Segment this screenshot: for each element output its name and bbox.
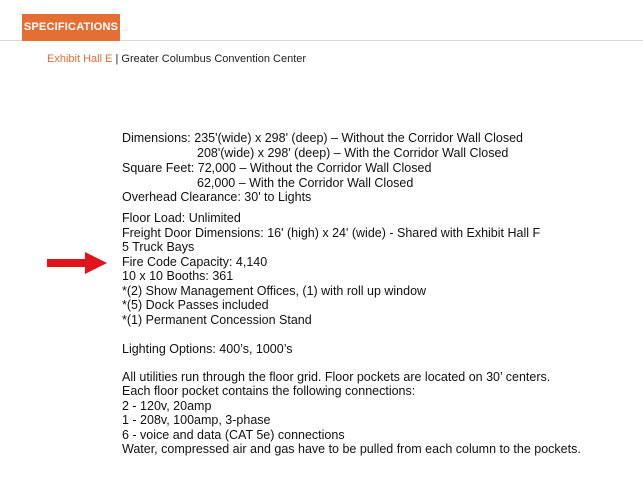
spec-dock-passes: *(5) Dock Passes included [122,298,269,312]
spec-concession-stand: *(1) Permanent Concession Stand [122,313,312,327]
spec-overhead-clearance: Overhead Clearance: 30' to Lights [122,190,312,204]
spec-connection-voice-data: 6 - voice and data (CAT 5e) connections [122,428,345,442]
red-arrow-icon [47,252,107,274]
spec-dimensions: Dimensions: 235'(wide) x 298' (deep) – Without the Corridor Wall Closed [122,131,524,145]
spec-fire-code-capacity: Fire Code Capacity: 4,140 [122,255,268,269]
specifications-tab[interactable]: SPECIFICATIONS [22,14,120,41]
hall-name: Exhibit Hall E [47,53,113,65]
spec-booths: 10 x 10 Booths: 361 [122,269,234,283]
spec-floor-load: Floor Load: Unlimited [122,211,241,225]
venue-name: Greater Columbus Convention Center [121,53,307,65]
spec-lighting-options: Lighting Options: 400’s, 1000’s [122,342,293,356]
page-subtitle [47,53,306,65]
spec-connection-208v: 1 - 208v, 100amp, 3-phase [122,413,271,427]
spec-floor-pocket-intro: Each floor pocket contains the following connections: [122,384,416,398]
spec-square-feet-closed: 62,000 – With the Corridor Wall Closed [197,176,414,190]
spec-square-feet: Square Feet: 72,000 – Without the Corridor Wall Closed [122,161,432,175]
spec-connection-120v: 2 - 120v, 20amp [122,399,212,413]
spec-truck-bays: 5 Truck Bays [122,240,195,254]
spec-freight-door: Freight Door Dimensions: 16' (high) x 24' (wide) - Shared with Exhibit Hall F [122,226,541,240]
spec-utilities: All utilities run through the floor grid. Floor pockets are located on 30’ centers. [122,370,551,384]
subtitle-separator: | [112,53,122,65]
spec-management-offices: *(2) Show Management Offices, (1) with roll up window [122,284,427,298]
spec-dimensions-closed: 208'(wide) x 298' (deep) – With the Corridor Wall Closed [197,146,509,160]
spec-water-air-gas: Water, compressed air and gas have to be pulled from each column to the pockets. [122,442,581,456]
